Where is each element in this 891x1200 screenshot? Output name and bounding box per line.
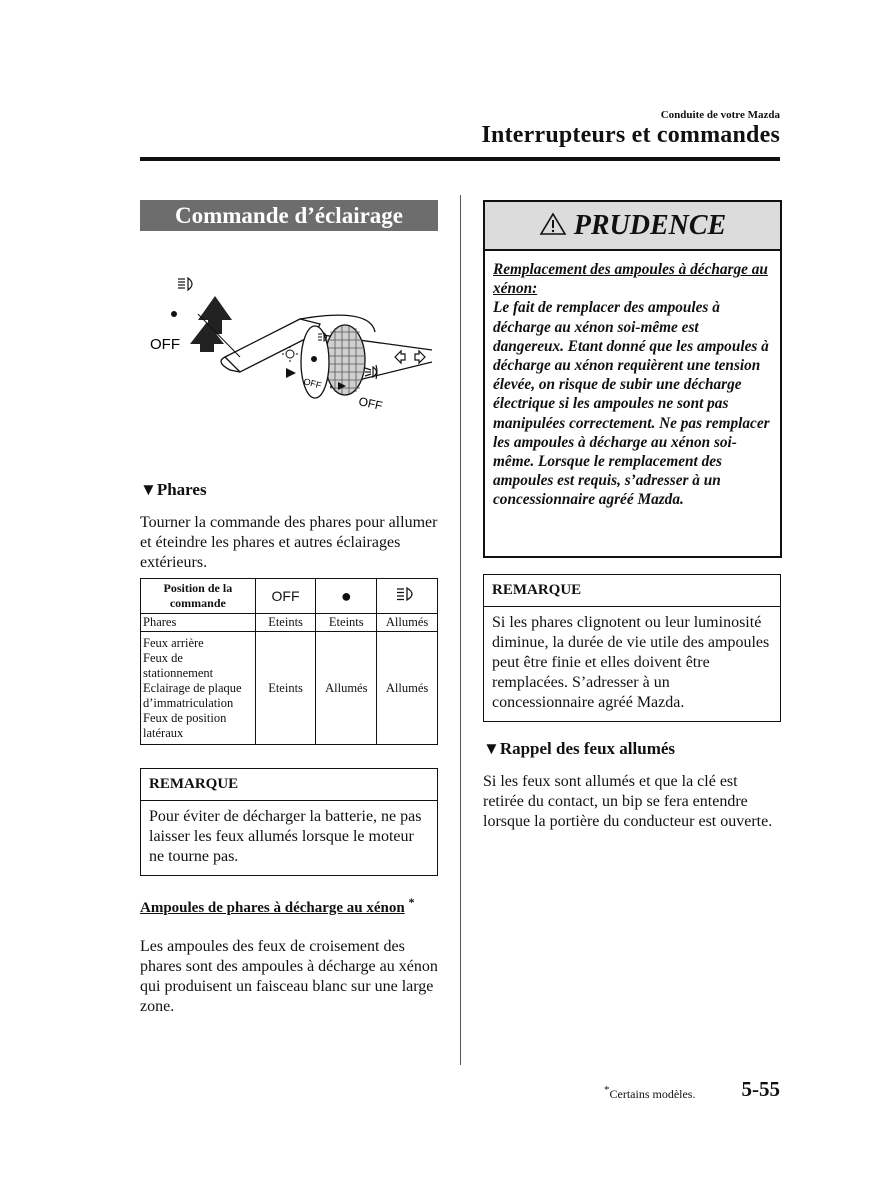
xenon-text: Les ampoules des feux de croisement des phares sont des ampoules à décharge au xénon qui produisent un faisceau blanc sur une large zone. bbox=[140, 938, 438, 1015]
caution-text: Le fait de remplacer des ampoules à décharge au xénon soi-même est dangereux. Etant donné que les ampoules à décharge au xénon requièrent une tension élevée, on risque de subir une décharge électrique si les ampoules ne sont pas manipulées correctement. Ne pas remplacer les ampoules à décharge au xénon soi-même. Lorsque le remplacement des ampoules est requis, s’adresser à un concessionnaire agréé Mazda. bbox=[493, 299, 770, 509]
remarque-box-left bbox=[140, 768, 438, 876]
remarque-box-right bbox=[483, 574, 781, 722]
running-header-title: Interrupteurs et commandes bbox=[481, 122, 780, 148]
rappel-heading: ▼Rappel des feux allumés bbox=[483, 739, 676, 758]
asterisk-mark: * bbox=[604, 1084, 610, 1096]
remarque-text: Si les phares clignotent ou leur luminosité diminue, la durée de vie utile des ampoules peut être finie et elles doivent être remplacées. S’adresser à un concessionnaire agréé Mazda. bbox=[492, 614, 770, 711]
table-row bbox=[141, 632, 438, 745]
table-header-off: OFF bbox=[255, 579, 316, 614]
table-cell: Eteints bbox=[316, 614, 377, 632]
table-cell: Eteints bbox=[255, 614, 316, 632]
table-row bbox=[141, 614, 438, 632]
table-header-dot: ● bbox=[316, 579, 377, 614]
off-label-ring: OFF bbox=[302, 376, 323, 391]
table-header-headlight-icon bbox=[377, 579, 438, 614]
page-number: 5-55 bbox=[741, 1077, 780, 1101]
caution-subtitle: Remplacement des ampoules à décharge au xénon: bbox=[493, 261, 768, 298]
column-divider bbox=[460, 195, 461, 1065]
table-cell: Feux arrière Feux de stationnement Eclairage de plaque d’immatriculation Feux de position latéraux bbox=[141, 632, 256, 745]
lighting-switch-figure bbox=[140, 262, 438, 452]
rappel-text: Si les feux sont allumés et que la clé est retirée du contact, un bip se fera entendre lorsque la portière du conducteur est ouverte. bbox=[483, 773, 773, 830]
footer-note-text: Certains modèles. bbox=[609, 1087, 696, 1101]
phares-text: Tourner la commande des phares pour allumer et éteindre les phares et autres éclairages extérieurs. bbox=[140, 514, 438, 571]
xenon-heading-block bbox=[140, 892, 438, 918]
xenon-heading: Ampoules de phares à décharge au xénon bbox=[140, 900, 405, 916]
header-rule bbox=[140, 157, 780, 161]
asterisk-mark: * bbox=[408, 895, 415, 909]
remarque-heading: REMARQUE bbox=[141, 769, 437, 801]
running-header-section: Conduite de votre Mazda bbox=[660, 109, 780, 121]
remarque-text: Pour éviter de décharger la batterie, ne pas laisser les feux allumés lorsque le moteur ne tourne pas. bbox=[149, 808, 422, 865]
table-cell: Eteints bbox=[255, 632, 316, 745]
caution-box bbox=[483, 200, 782, 558]
table-cell: Allumés bbox=[377, 632, 438, 745]
section-title: Commande d’éclairage bbox=[140, 200, 438, 231]
caution-heading bbox=[485, 202, 780, 251]
table-cell: Allumés bbox=[316, 632, 377, 745]
table-cell: Allumés bbox=[377, 614, 438, 632]
table-cell: Phares bbox=[141, 614, 256, 632]
caution-body bbox=[485, 251, 780, 519]
warning-triangle-icon bbox=[539, 212, 567, 236]
switch-position-table bbox=[140, 578, 438, 745]
off-label-left: OFF bbox=[150, 336, 180, 353]
footer-note bbox=[604, 1084, 695, 1102]
caution-title: PRUDENCE bbox=[573, 210, 727, 241]
phares-heading: ▼Phares bbox=[140, 480, 207, 499]
remarque-heading: REMARQUE bbox=[484, 575, 780, 607]
table-header-position: Position de la commande bbox=[141, 579, 256, 614]
off-label-bottom: OFF bbox=[357, 394, 384, 413]
